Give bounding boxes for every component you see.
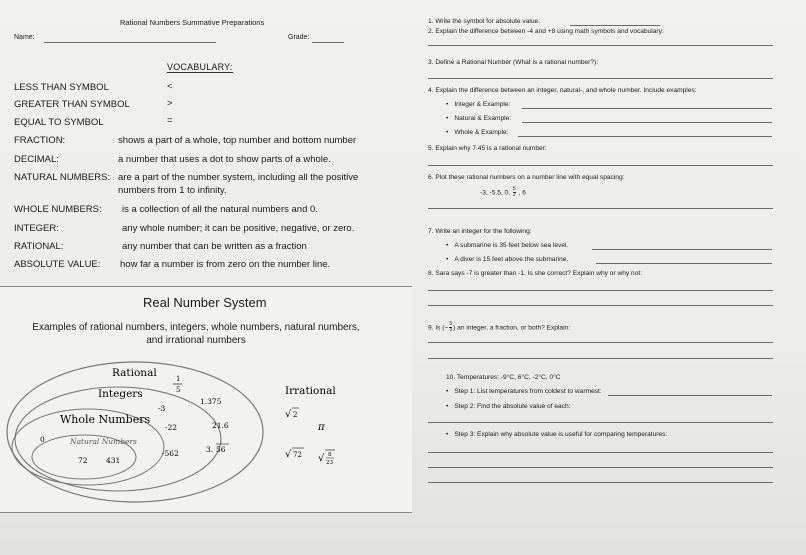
q4-bullet-whole: • Whole & Example: [446,129,509,136]
example-repeating: 3. [206,445,214,454]
q6-values-b: , 6 [518,189,526,197]
q10-step-1: • Step 1: List temperatures from coldest to warmest: [446,388,602,395]
vocab-term: RATIONAL: [14,241,64,252]
q6-values [480,187,526,198]
question-8: 8. Sara says -7 is greater than -1. Is she correct? Explain why or why not: [428,270,643,277]
sqrt-symbol: √ [285,409,292,420]
q7-bullet-diver: • A diver is 15 feet above the submarine. [446,256,568,263]
vocab-definition: any whole number; it can be positive, negative, or zero. [122,223,355,234]
answer-line-q7-diver[interactable] [596,263,772,264]
vocab-definition: is a collection of all the natural numbers and 0. [122,204,318,215]
number-line-q6[interactable] [428,208,773,209]
rns-venn-diagram [0,287,412,512]
q10-step-2: • Step 2: Find the absolute value of each: [446,403,571,410]
vocab-definition: how far a number is from zero on the number line. [120,259,331,270]
integers-label: Integers [98,388,143,400]
vocab-definition: < [167,81,173,92]
vocab-term: DECIMAL: [14,154,59,165]
example-frac-den: 23 [326,460,333,466]
question-6: 6. Plot these rational numbers on a number line with equal spacing: [428,174,625,181]
vocab-term: LESS THAN SYMBOL [14,82,109,93]
rns-subtitle-1: Examples of rational numbers, integers, whole numbers, natural numbers, [32,322,360,333]
answer-line-q4-whole[interactable] [518,136,772,137]
q6-fraction [513,187,516,198]
answer-line-q9a[interactable] [428,342,773,343]
question-9: 9. Is (− $\frac{5}{3}$ ) an integer, a fraction, or both? Explain: [428,321,571,333]
vocab-term: GREATER THAN SYMBOL [14,99,130,110]
answer-line-q4-integer[interactable] [522,108,772,109]
vocab-definition: are a part of the number system, including all the positive [118,172,359,183]
question-2: 2. Explain the difference between -4 and +8 using math symbols and vocabulary: [428,28,664,35]
answer-line-q10-step2[interactable] [428,422,773,423]
vocab-definition: > [167,98,173,109]
vocab-term: ABSOLUTE VALUE: [14,259,101,270]
question-7: 7. Write an integer for the following: [428,228,532,235]
answer-line-q2[interactable] [428,45,773,46]
answer-line-q10-step3b[interactable] [428,467,773,468]
q9-prefix: 9. Is ( [428,324,445,332]
q10-step-3: • Step 3: Explain why absolute value is useful for comparing temperatures: [446,431,667,438]
rns-title: Real Number System [143,295,267,310]
worksheet-title: Rational Numbers Summative Preparations [120,18,265,27]
q9-fraction [449,322,452,333]
q4-bullet-integer: • Integer & Example: [446,101,510,108]
answer-line-q9b[interactable] [428,358,773,359]
question-3: 3. Define a Rational Number (What is a rational number?): [428,59,599,66]
vocab-term: WHOLE NUMBERS: [14,204,102,215]
rational-ellipse [7,362,263,502]
example-sqrt72: 72 [293,451,302,459]
q6-values-a: -3, -5.5, 0, [480,189,511,197]
example-sqrt2: 2 [293,411,298,419]
question-4: 4. Explain the difference between an integer, natural-, and whole number. Include examples: [428,87,697,94]
q6-frac-den: 2 [512,192,516,198]
q6-frac-num: 5 [512,186,516,192]
q7-bullet-submarine: • A submarine is 35 feet below sea level. [446,242,568,249]
vocab-definition: = [167,115,173,126]
question-1: 1. Write the symbol for absolute value: [428,18,541,25]
vocabulary-heading: VOCABULARY: [167,62,233,72]
answer-line-q3[interactable] [428,78,773,79]
q4-bullet-natural: • Natural & Example: [446,115,511,122]
vocab-definition: any number that can be written as a fraction [122,241,307,252]
vocab-term: NATURAL NUMBERS: [14,172,111,183]
example-pi: π [318,422,325,433]
answer-line-q10-step1[interactable] [608,395,772,396]
vocab-term: INTEGER: [14,223,59,234]
sqrt-symbol: √ [285,449,292,460]
rns-subtitle-2: and irrational numbers [146,335,246,346]
example-72: 72 [78,456,88,465]
natural-numbers-label: Natural Numbers [70,437,137,446]
sqrt-symbol: √ [318,453,325,464]
example-decimal: 1.375 [200,397,222,406]
q9-suffix: ) an integer, a fraction, or both? Explain: [453,324,571,332]
name-blank[interactable] [44,42,216,43]
example-fraction-num: 1 [176,375,181,383]
example-repeating-digits: 56 [216,445,226,454]
answer-line-q8b[interactable] [428,305,773,306]
answer-line-q7-submarine[interactable] [592,249,772,250]
q9-frac-den: 3 [449,327,453,333]
example-neg22: -22 [165,423,178,432]
answer-line-q5[interactable] [428,165,773,166]
real-number-system-panel [0,286,412,513]
irrational-label: Irrational [285,385,336,397]
vocab-term: EQUAL TO SYMBOL [14,117,104,128]
name-label: Name: [14,34,35,41]
example-fraction-den: 5 [176,386,181,394]
answer-line-q10-step3c[interactable] [428,482,773,483]
example-21-6: 21.6 [212,421,229,430]
answer-blank-q1[interactable] [570,25,660,26]
question-5: 5. Explain why 7.45 is a rational number: [428,145,547,152]
vocab-definition: a number that uses a dot to show parts of a whole. [118,154,331,165]
rational-label: Rational [112,367,157,379]
grade-blank[interactable] [312,42,344,43]
answer-line-q8a[interactable] [428,290,773,291]
example-431: 431 [106,456,121,465]
vocab-term: FRACTION: [14,135,66,146]
example-zero: 0 [40,435,45,444]
grade-label: Grade: [288,34,310,41]
vocab-definition-cont: numbers from 1 to infinity. [118,185,227,196]
question-10: 10. Temperatures: -9°C, 6°C, -2°C, 0°C [446,374,561,381]
answer-line-q10-step3a[interactable] [428,452,773,453]
example-neg562: -562 [162,449,179,458]
answer-line-q4-natural[interactable] [522,122,772,123]
q9-frac-num: 5 [449,321,453,327]
vocab-definition: shows a part of a whole, top number and bottom number [118,135,357,146]
example-neg3: -3 [158,404,166,413]
whole-numbers-label: Whole Numbers [60,413,151,426]
example-frac-num: 8 [328,452,332,458]
